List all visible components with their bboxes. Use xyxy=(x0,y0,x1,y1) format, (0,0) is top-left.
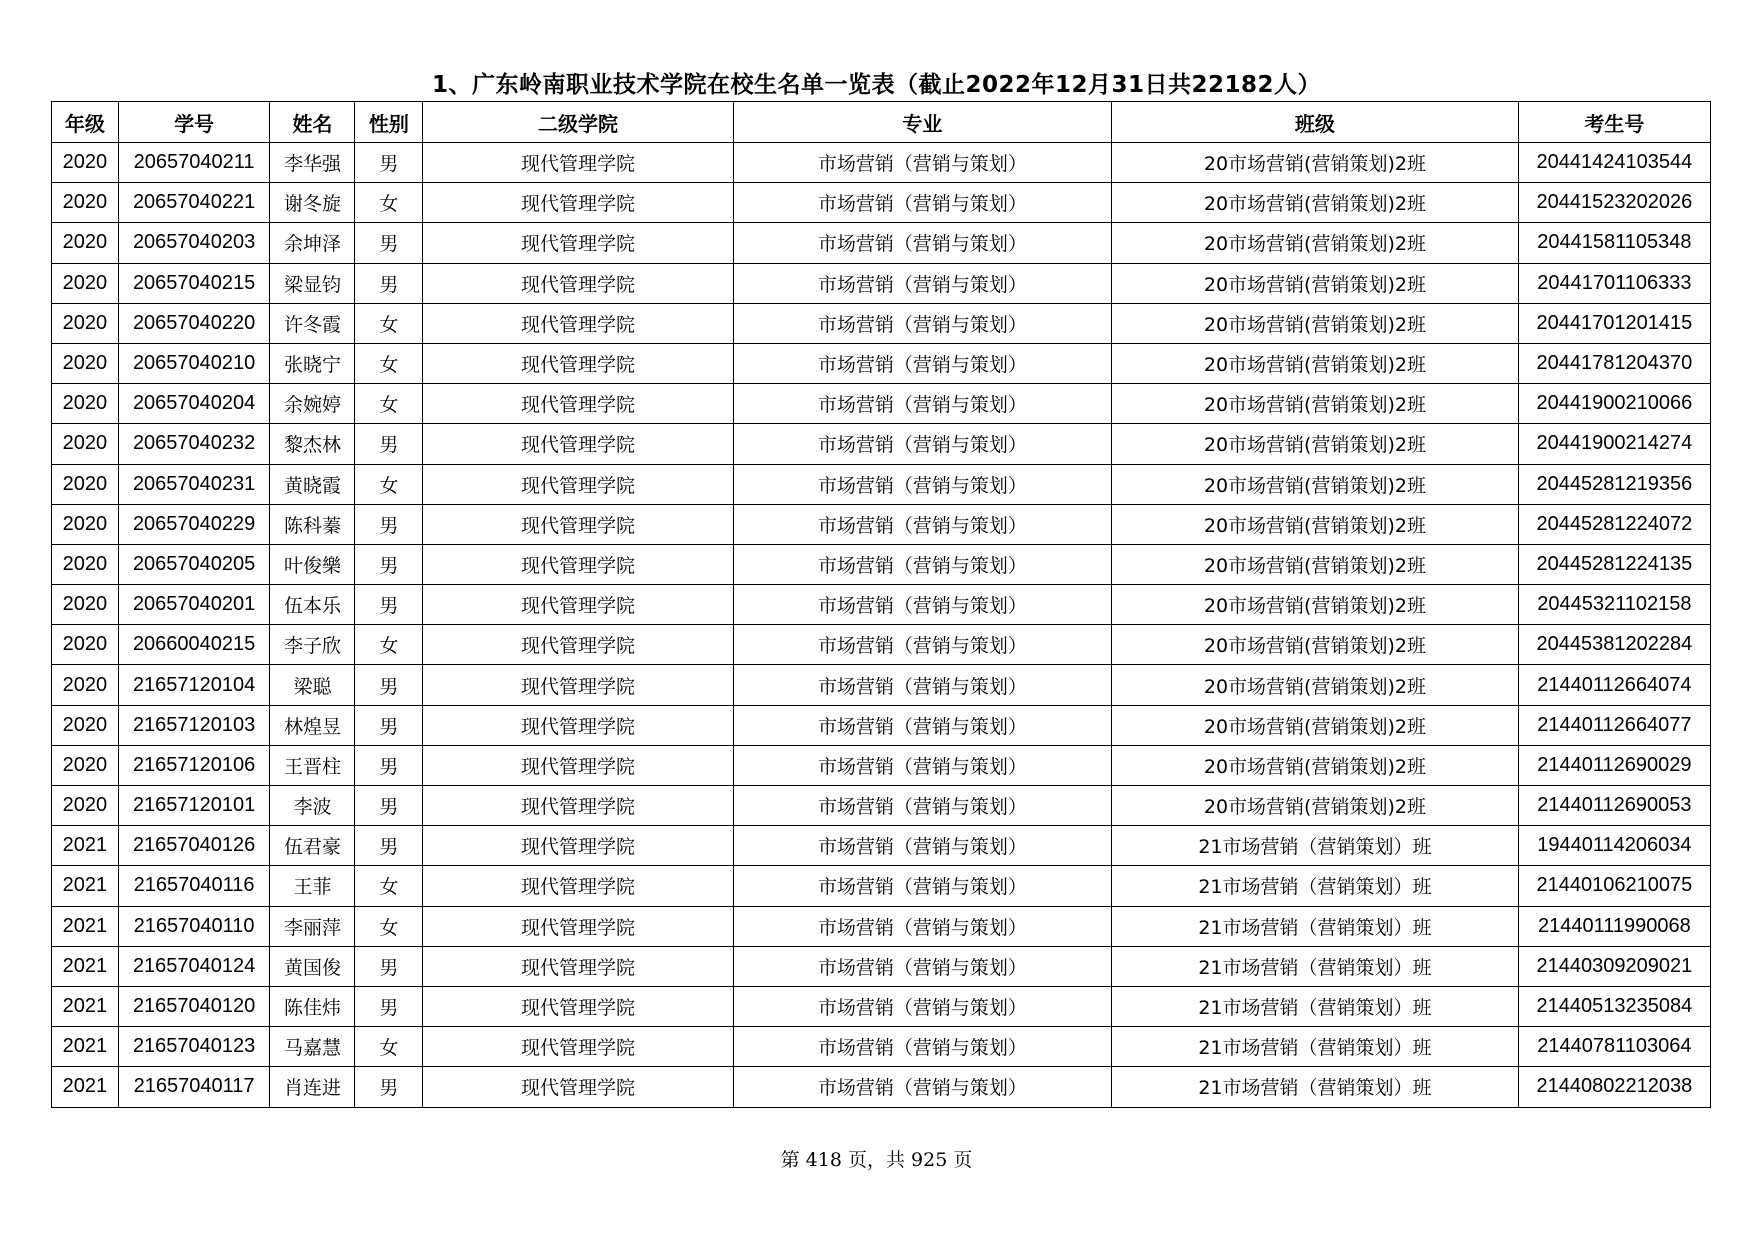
cell-college: 现代管理学院 xyxy=(423,946,734,986)
cell-major: 市场营销（营销与策划） xyxy=(733,906,1111,946)
page-title: 1、广东岭南职业技术学院在校生名单一览表（截止2022年12月31日共22182人） xyxy=(431,72,1322,98)
header-name: 姓名 xyxy=(270,102,355,143)
cell-exam-id: 21440781103064 xyxy=(1518,1027,1710,1067)
table-row xyxy=(52,625,1711,665)
cell-name: 余坤泽 xyxy=(270,223,355,263)
cell-exam-id: 20445381202284 xyxy=(1518,625,1710,665)
table-row xyxy=(52,906,1711,946)
cell-grade: 2021 xyxy=(52,866,119,906)
cell-class: 21市场营销（营销策划）班 xyxy=(1112,986,1519,1026)
header-college: 二级学院 xyxy=(423,102,734,143)
cell-exam-id: 21440111990068 xyxy=(1518,906,1710,946)
header-student-id: 学号 xyxy=(118,102,270,143)
cell-name: 梁显钧 xyxy=(270,263,355,303)
cell-name: 马嘉慧 xyxy=(270,1027,355,1067)
cell-major: 市场营销（营销与策划） xyxy=(733,665,1111,705)
cell-college: 现代管理学院 xyxy=(423,343,734,383)
cell-name: 黎杰林 xyxy=(270,424,355,464)
table-row xyxy=(52,986,1711,1026)
cell-gender: 男 xyxy=(355,504,423,544)
cell-major: 市场营销（营销与策划） xyxy=(733,705,1111,745)
cell-exam-id: 20441581105348 xyxy=(1518,223,1710,263)
table-row xyxy=(52,786,1711,826)
cell-major: 市场营销（营销与策划） xyxy=(733,464,1111,504)
cell-exam-id: 21440513235084 xyxy=(1518,986,1710,1026)
cell-exam-id: 20441424103544 xyxy=(1518,143,1710,183)
cell-class: 20市场营销(营销策划)2班 xyxy=(1112,183,1519,223)
table-row xyxy=(52,1067,1711,1107)
table-row xyxy=(52,384,1711,424)
cell-grade: 2020 xyxy=(52,384,119,424)
cell-class: 20市场营销(营销策划)2班 xyxy=(1112,263,1519,303)
cell-student-id: 21657040126 xyxy=(118,826,270,866)
table-row xyxy=(52,223,1711,263)
cell-name: 伍本乐 xyxy=(270,585,355,625)
cell-exam-id: 20441523202026 xyxy=(1518,183,1710,223)
cell-gender: 女 xyxy=(355,625,423,665)
cell-class: 21市场营销（营销策划）班 xyxy=(1112,1067,1519,1107)
cell-class: 20市场营销(营销策划)2班 xyxy=(1112,544,1519,584)
cell-grade: 2021 xyxy=(52,1067,119,1107)
cell-major: 市场营销（营销与策划） xyxy=(733,384,1111,424)
cell-name: 谢冬旋 xyxy=(270,183,355,223)
cell-major: 市场营销（营销与策划） xyxy=(733,263,1111,303)
cell-grade: 2021 xyxy=(52,826,119,866)
cell-exam-id: 19440114206034 xyxy=(1518,826,1710,866)
cell-college: 现代管理学院 xyxy=(423,223,734,263)
cell-college: 现代管理学院 xyxy=(423,745,734,785)
cell-name: 黄晓霞 xyxy=(270,464,355,504)
cell-college: 现代管理学院 xyxy=(423,544,734,584)
cell-major: 市场营销（营销与策划） xyxy=(733,826,1111,866)
cell-name: 陈科蓁 xyxy=(270,504,355,544)
table-row xyxy=(52,464,1711,504)
cell-student-id: 21657040120 xyxy=(118,986,270,1026)
cell-name: 梁聪 xyxy=(270,665,355,705)
table-body xyxy=(52,143,1711,1108)
cell-major: 市场营销（营销与策划） xyxy=(733,625,1111,665)
header-major: 专业 xyxy=(733,102,1111,143)
cell-student-id: 20660040215 xyxy=(118,625,270,665)
cell-class: 20市场营销(营销策划)2班 xyxy=(1112,303,1519,343)
cell-exam-id: 21440106210075 xyxy=(1518,866,1710,906)
cell-grade: 2020 xyxy=(52,424,119,464)
cell-class: 20市场营销(营销策划)2班 xyxy=(1112,504,1519,544)
cell-grade: 2020 xyxy=(52,705,119,745)
cell-name: 伍君豪 xyxy=(270,826,355,866)
cell-college: 现代管理学院 xyxy=(423,1027,734,1067)
cell-gender: 男 xyxy=(355,143,423,183)
cell-student-id: 21657040124 xyxy=(118,946,270,986)
table-row xyxy=(52,866,1711,906)
cell-exam-id: 20441701201415 xyxy=(1518,303,1710,343)
table-row xyxy=(52,705,1711,745)
table-row xyxy=(52,1027,1711,1067)
cell-exam-id: 21440112690053 xyxy=(1518,786,1710,826)
cell-college: 现代管理学院 xyxy=(423,504,734,544)
cell-grade: 2020 xyxy=(52,464,119,504)
table-row xyxy=(52,745,1711,785)
cell-grade: 2021 xyxy=(52,1027,119,1067)
cell-student-id: 21657120106 xyxy=(118,745,270,785)
cell-name: 林煌昱 xyxy=(270,705,355,745)
cell-name: 余婉婷 xyxy=(270,384,355,424)
cell-college: 现代管理学院 xyxy=(423,826,734,866)
cell-gender: 女 xyxy=(355,303,423,343)
cell-grade: 2020 xyxy=(52,544,119,584)
cell-gender: 女 xyxy=(355,866,423,906)
cell-class: 20市场营销(营销策划)2班 xyxy=(1112,665,1519,705)
cell-exam-id: 20445281224072 xyxy=(1518,504,1710,544)
cell-major: 市场营销（营销与策划） xyxy=(733,303,1111,343)
header-class: 班级 xyxy=(1112,102,1519,143)
cell-major: 市场营销（营销与策划） xyxy=(733,223,1111,263)
cell-gender: 女 xyxy=(355,183,423,223)
cell-gender: 男 xyxy=(355,986,423,1026)
cell-class: 21市场营销（营销策划）班 xyxy=(1112,946,1519,986)
table-row xyxy=(52,183,1711,223)
cell-grade: 2020 xyxy=(52,786,119,826)
cell-gender: 女 xyxy=(355,464,423,504)
table-row xyxy=(52,263,1711,303)
cell-major: 市场营销（营销与策划） xyxy=(733,343,1111,383)
cell-name: 王菲 xyxy=(270,866,355,906)
cell-college: 现代管理学院 xyxy=(423,384,734,424)
cell-major: 市场营销（营销与策划） xyxy=(733,1027,1111,1067)
header-grade: 年级 xyxy=(52,102,119,143)
cell-exam-id: 21440112690029 xyxy=(1518,745,1710,785)
cell-student-id: 21657040123 xyxy=(118,1027,270,1067)
cell-exam-id: 21440802212038 xyxy=(1518,1067,1710,1107)
cell-name: 王晋柱 xyxy=(270,745,355,785)
cell-major: 市场营销（营销与策划） xyxy=(733,786,1111,826)
cell-major: 市场营销（营销与策划） xyxy=(733,585,1111,625)
cell-class: 21市场营销（营销策划）班 xyxy=(1112,1027,1519,1067)
cell-student-id: 21657120101 xyxy=(118,786,270,826)
cell-name: 许冬霞 xyxy=(270,303,355,343)
cell-grade: 2020 xyxy=(52,585,119,625)
cell-student-id: 21657040117 xyxy=(118,1067,270,1107)
table-row xyxy=(52,826,1711,866)
cell-student-id: 21657040110 xyxy=(118,906,270,946)
cell-student-id: 20657040205 xyxy=(118,544,270,584)
cell-gender: 女 xyxy=(355,384,423,424)
table-row xyxy=(52,665,1711,705)
cell-major: 市场营销（营销与策划） xyxy=(733,946,1111,986)
cell-student-id: 21657040116 xyxy=(118,866,270,906)
cell-major: 市场营销（营销与策划） xyxy=(733,143,1111,183)
table-header-row xyxy=(52,102,1711,143)
cell-class: 20市场营销(营销策划)2班 xyxy=(1112,705,1519,745)
table-row xyxy=(52,143,1711,183)
cell-major: 市场营销（营销与策划） xyxy=(733,424,1111,464)
cell-college: 现代管理学院 xyxy=(423,986,734,1026)
cell-class: 20市场营销(营销策划)2班 xyxy=(1112,745,1519,785)
cell-major: 市场营销（营销与策划） xyxy=(733,986,1111,1026)
cell-college: 现代管理学院 xyxy=(423,786,734,826)
cell-grade: 2020 xyxy=(52,665,119,705)
cell-name: 李波 xyxy=(270,786,355,826)
cell-grade: 2020 xyxy=(52,745,119,785)
cell-grade: 2020 xyxy=(52,303,119,343)
cell-grade: 2020 xyxy=(52,143,119,183)
table-row xyxy=(52,585,1711,625)
cell-class: 20市场营销(营销策划)2班 xyxy=(1112,343,1519,383)
cell-student-id: 20657040232 xyxy=(118,424,270,464)
cell-gender: 男 xyxy=(355,705,423,745)
cell-student-id: 20657040231 xyxy=(118,464,270,504)
cell-grade: 2020 xyxy=(52,343,119,383)
cell-college: 现代管理学院 xyxy=(423,665,734,705)
cell-major: 市场营销（营销与策划） xyxy=(733,745,1111,785)
cell-student-id: 20657040211 xyxy=(118,143,270,183)
table-row xyxy=(52,504,1711,544)
table-row xyxy=(52,946,1711,986)
cell-grade: 2020 xyxy=(52,183,119,223)
cell-class: 20市场营销(营销策划)2班 xyxy=(1112,223,1519,263)
cell-major: 市场营销（营销与策划） xyxy=(733,1067,1111,1107)
cell-gender: 男 xyxy=(355,786,423,826)
cell-exam-id: 20445321102158 xyxy=(1518,585,1710,625)
cell-college: 现代管理学院 xyxy=(423,866,734,906)
cell-gender: 男 xyxy=(355,544,423,584)
header-exam-id: 考生号 xyxy=(1518,102,1710,143)
cell-exam-id: 21440112664074 xyxy=(1518,665,1710,705)
cell-exam-id: 20445281219356 xyxy=(1518,464,1710,504)
cell-student-id: 20657040203 xyxy=(118,223,270,263)
cell-college: 现代管理学院 xyxy=(423,705,734,745)
cell-class: 20市场营销(营销策划)2班 xyxy=(1112,786,1519,826)
table-row xyxy=(52,424,1711,464)
cell-exam-id: 21440112664077 xyxy=(1518,705,1710,745)
cell-college: 现代管理学院 xyxy=(423,183,734,223)
cell-class: 20市场营销(营销策划)2班 xyxy=(1112,384,1519,424)
cell-exam-id: 21440309209021 xyxy=(1518,946,1710,986)
cell-grade: 2021 xyxy=(52,946,119,986)
cell-exam-id: 20441900214274 xyxy=(1518,424,1710,464)
cell-name: 李子欣 xyxy=(270,625,355,665)
cell-college: 现代管理学院 xyxy=(423,424,734,464)
cell-gender: 女 xyxy=(355,343,423,383)
cell-gender: 女 xyxy=(355,906,423,946)
cell-grade: 2020 xyxy=(52,223,119,263)
cell-name: 李华强 xyxy=(270,143,355,183)
cell-student-id: 20657040221 xyxy=(118,183,270,223)
cell-class: 21市场营销（营销策划）班 xyxy=(1112,826,1519,866)
cell-name: 黄国俊 xyxy=(270,946,355,986)
cell-gender: 男 xyxy=(355,424,423,464)
cell-grade: 2021 xyxy=(52,906,119,946)
cell-gender: 男 xyxy=(355,946,423,986)
cell-student-id: 20657040201 xyxy=(118,585,270,625)
cell-gender: 男 xyxy=(355,745,423,785)
cell-grade: 2020 xyxy=(52,263,119,303)
cell-college: 现代管理学院 xyxy=(423,906,734,946)
cell-gender: 男 xyxy=(355,223,423,263)
cell-student-id: 20657040215 xyxy=(118,263,270,303)
cell-name: 陈佳炜 xyxy=(270,986,355,1026)
header-gender: 性别 xyxy=(355,102,423,143)
cell-college: 现代管理学院 xyxy=(423,143,734,183)
cell-gender: 男 xyxy=(355,665,423,705)
cell-college: 现代管理学院 xyxy=(423,263,734,303)
cell-student-id: 21657120103 xyxy=(118,705,270,745)
cell-name: 李丽萍 xyxy=(270,906,355,946)
cell-class: 20市场营销(营销策划)2班 xyxy=(1112,143,1519,183)
cell-gender: 女 xyxy=(355,1027,423,1067)
cell-exam-id: 20441781204370 xyxy=(1518,343,1710,383)
cell-major: 市场营销（营销与策划） xyxy=(733,866,1111,906)
cell-name: 张晓宁 xyxy=(270,343,355,383)
table-row xyxy=(52,343,1711,383)
table-row xyxy=(52,303,1711,343)
student-roster-table xyxy=(51,101,1711,1108)
cell-grade: 2020 xyxy=(52,625,119,665)
cell-student-id: 20657040210 xyxy=(118,343,270,383)
cell-exam-id: 20441900210066 xyxy=(1518,384,1710,424)
cell-major: 市场营销（营销与策划） xyxy=(733,183,1111,223)
cell-student-id: 20657040204 xyxy=(118,384,270,424)
cell-class: 20市场营销(营销策划)2班 xyxy=(1112,585,1519,625)
cell-gender: 男 xyxy=(355,585,423,625)
cell-college: 现代管理学院 xyxy=(423,585,734,625)
cell-exam-id: 20445281224135 xyxy=(1518,544,1710,584)
cell-student-id: 20657040229 xyxy=(118,504,270,544)
cell-student-id: 20657040220 xyxy=(118,303,270,343)
cell-gender: 男 xyxy=(355,1067,423,1107)
cell-class: 20市场营销(营销策划)2班 xyxy=(1112,625,1519,665)
cell-college: 现代管理学院 xyxy=(423,625,734,665)
cell-name: 叶俊樂 xyxy=(270,544,355,584)
cell-class: 20市场营销(营销策划)2班 xyxy=(1112,424,1519,464)
cell-major: 市场营销（营销与策划） xyxy=(733,544,1111,584)
cell-grade: 2021 xyxy=(52,986,119,1026)
cell-college: 现代管理学院 xyxy=(423,464,734,504)
cell-college: 现代管理学院 xyxy=(423,1067,734,1107)
cell-class: 21市场营销（营销策划）班 xyxy=(1112,866,1519,906)
cell-exam-id: 20441701106333 xyxy=(1518,263,1710,303)
cell-gender: 男 xyxy=(355,826,423,866)
cell-gender: 男 xyxy=(355,263,423,303)
cell-grade: 2020 xyxy=(52,504,119,544)
cell-name: 肖连进 xyxy=(270,1067,355,1107)
cell-class: 21市场营销（营销策划）班 xyxy=(1112,906,1519,946)
cell-student-id: 21657120104 xyxy=(118,665,270,705)
page-footer: 第 418 页，共 925 页 xyxy=(780,1149,973,1171)
cell-major: 市场营销（营销与策划） xyxy=(733,504,1111,544)
cell-class: 20市场营销(营销策划)2班 xyxy=(1112,464,1519,504)
table-row xyxy=(52,544,1711,584)
cell-college: 现代管理学院 xyxy=(423,303,734,343)
